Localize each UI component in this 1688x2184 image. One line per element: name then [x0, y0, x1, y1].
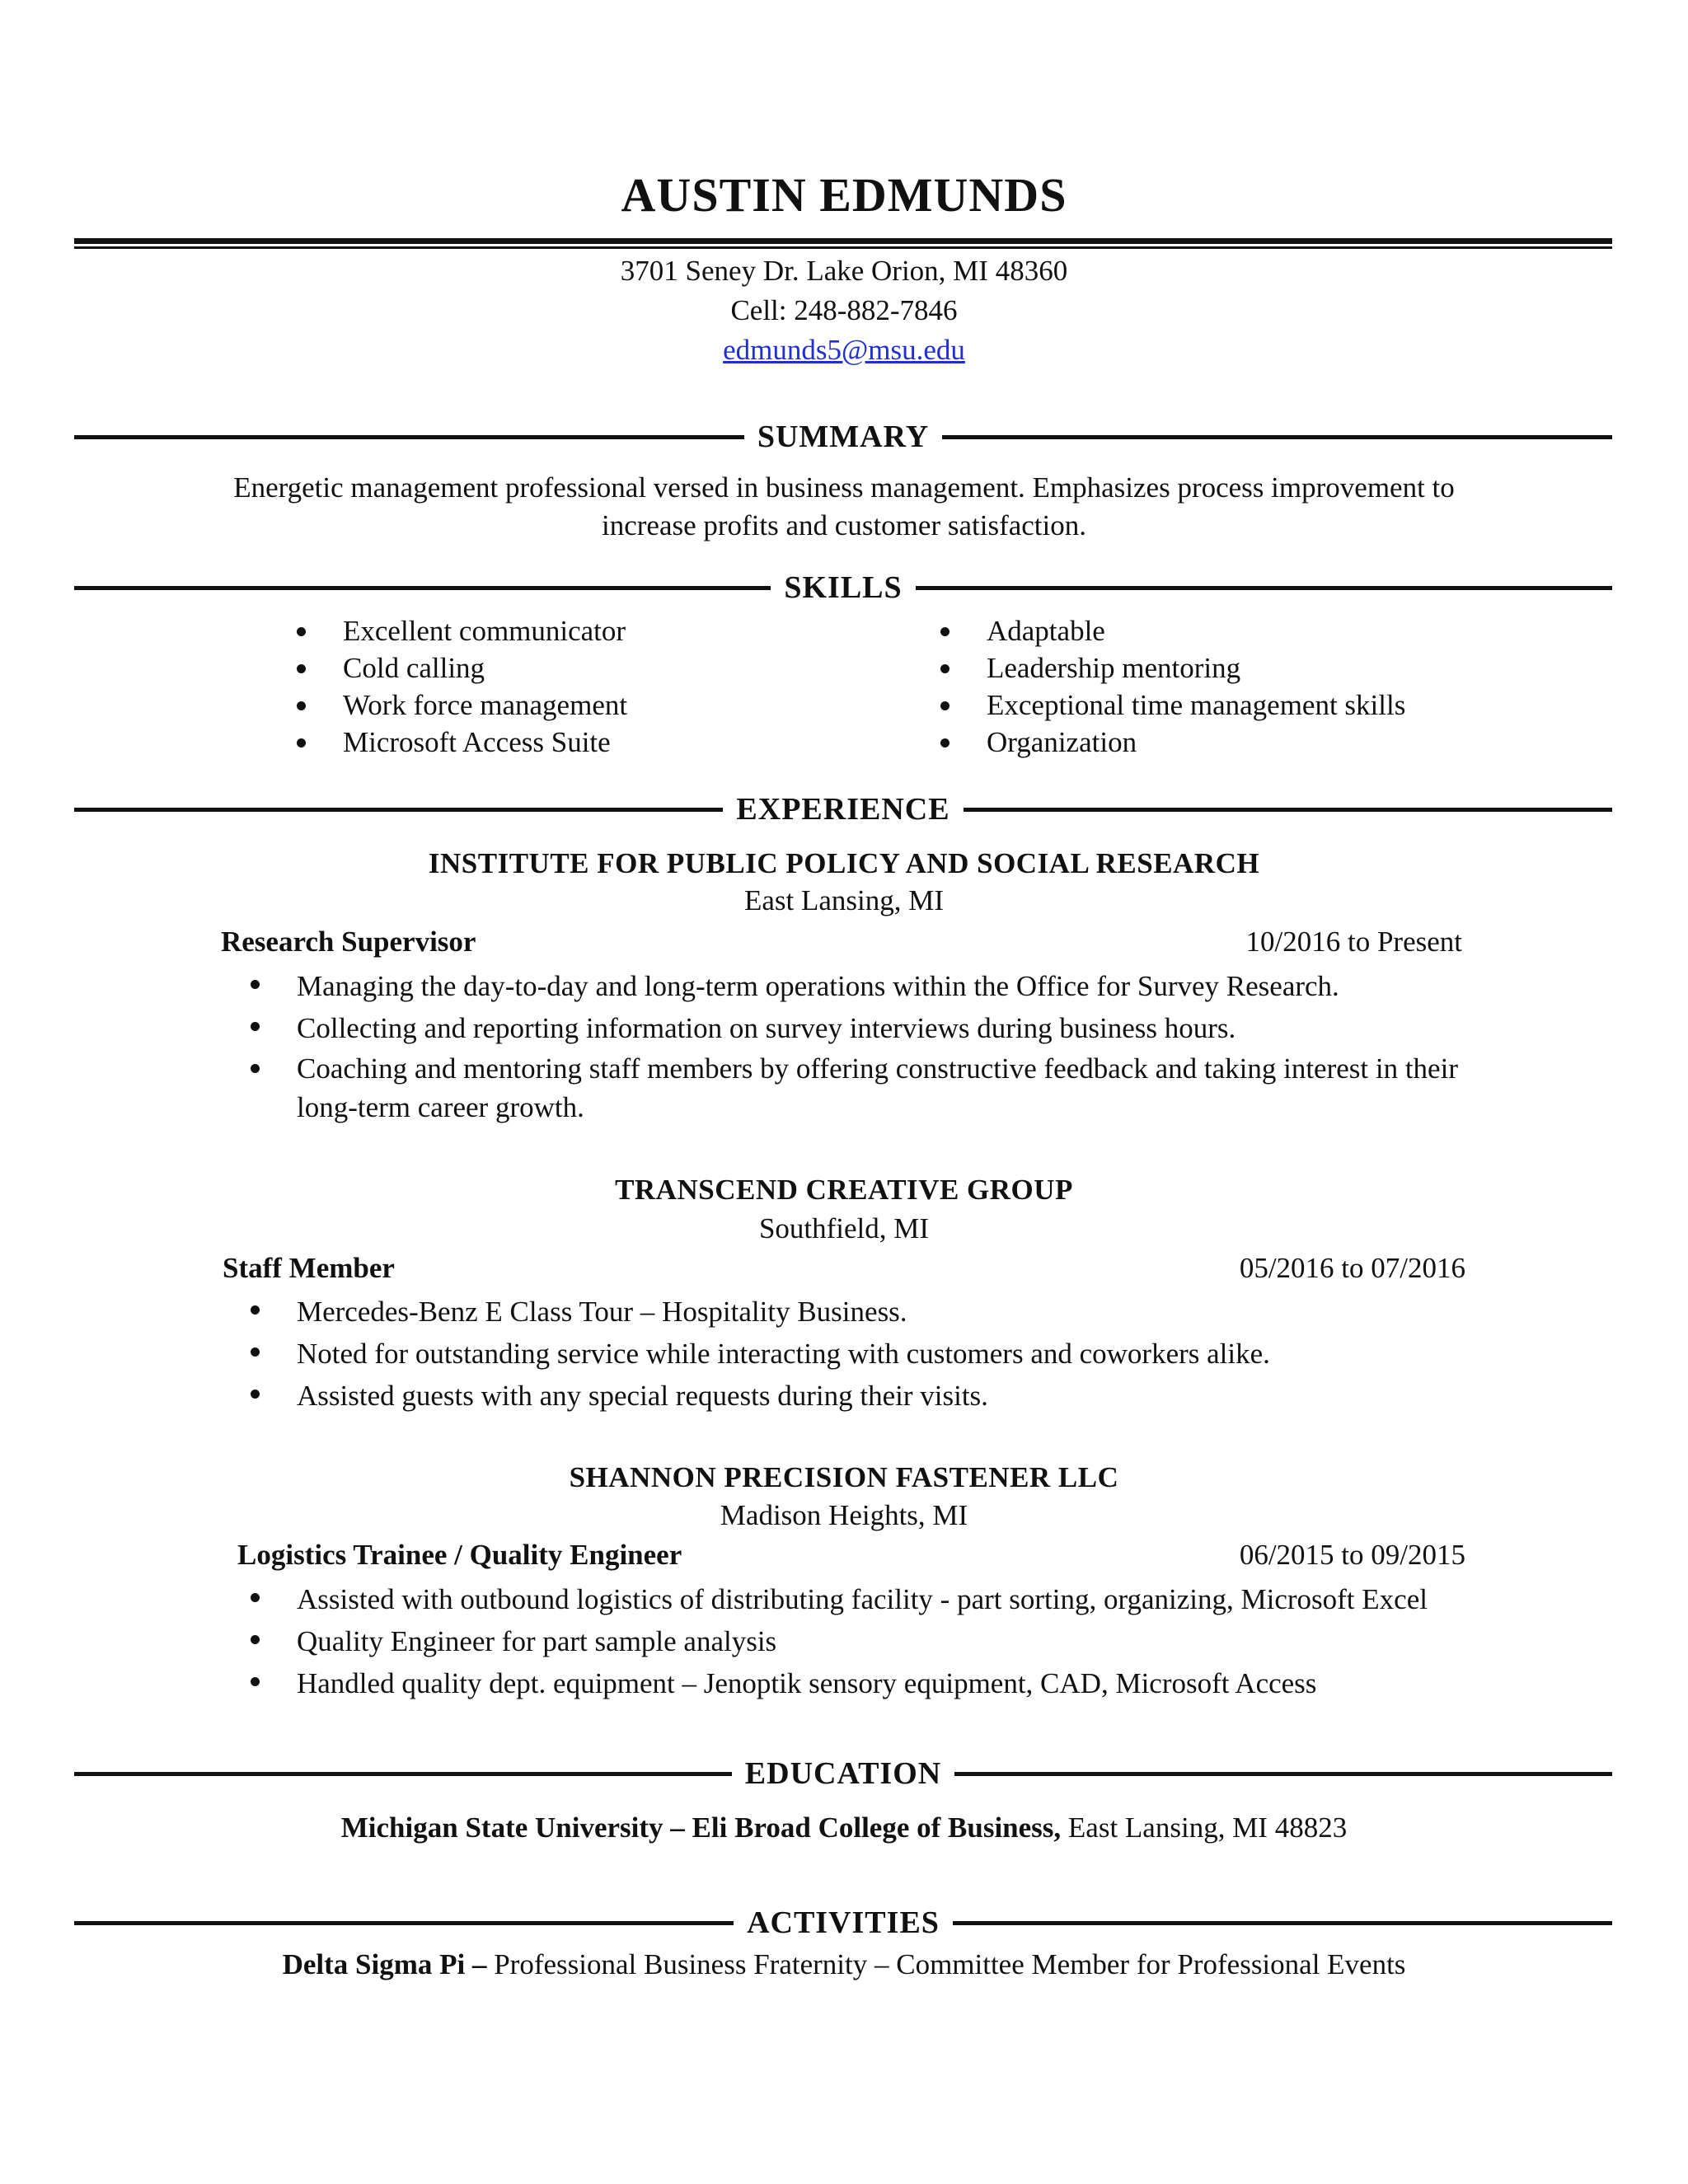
- job-bullets: [246, 1291, 1474, 1417]
- education-title: EDUCATION: [744, 1756, 942, 1791]
- skills-heading: [74, 567, 1612, 608]
- job-bullet: Mercedes-Benz E Class Tour – Hospitality Business.: [246, 1291, 1474, 1333]
- job-dates: 06/2015 to 09/2015: [1239, 1539, 1465, 1571]
- skill-item: Excellent communicator: [292, 612, 627, 649]
- summary-rule-left: [74, 435, 744, 439]
- job-location: Madison Heights, MI: [720, 1499, 968, 1531]
- job-bullet: Quality Engineer for part sample analysis: [246, 1620, 1531, 1662]
- activities-rule-right: [953, 1921, 1612, 1925]
- job-role: Logistics Trainee / Quality Engineer: [237, 1539, 682, 1571]
- summary-heading: [74, 416, 1612, 457]
- job-bullet: Assisted with outbound logistics of distributing facility - part sorting, organizing, Microsoft Excel: [246, 1578, 1531, 1620]
- job-company: SHANNON PRECISION FASTENER LLC: [569, 1461, 1119, 1493]
- job-bullet: Managing the day-to-day and long-term operations within the Office for Survey Research.: [246, 965, 1474, 1007]
- experience-title: EXPERIENCE: [736, 792, 950, 827]
- activities-heading: [74, 1902, 1612, 1943]
- skills-rule-left: [74, 586, 771, 590]
- header-rule-thick: [74, 238, 1612, 244]
- header-rule-thin: [74, 246, 1612, 249]
- skill-item: Leadership mentoring: [935, 649, 1405, 687]
- education-heading: [74, 1753, 1612, 1794]
- activity-detail: Professional Business Fraternity – Committee Member for Professional Events: [494, 1948, 1406, 1980]
- address: 3701 Seney Dr. Lake Orion, MI 48360: [620, 255, 1068, 287]
- activities-line: [0, 1945, 1688, 1984]
- job-company: INSTITUTE FOR PUBLIC POLICY AND SOCIAL RESEARCH: [428, 847, 1260, 879]
- job-location: East Lansing, MI: [743, 884, 945, 916]
- skill-item: Work force management: [292, 687, 627, 724]
- job-role: Research Supervisor: [221, 926, 476, 958]
- education-line: [0, 1808, 1688, 1847]
- skills-title: SKILLS: [784, 570, 903, 605]
- summary-title: SUMMARY: [757, 419, 930, 454]
- activity-org: Delta Sigma Pi –: [282, 1948, 487, 1980]
- experience-rule-right: [964, 808, 1612, 812]
- skills-right-list: [935, 612, 1405, 761]
- skill-item: Adaptable: [935, 612, 1405, 649]
- skills-rule-right: [916, 586, 1612, 590]
- email-link[interactable]: edmunds5@msu.edu: [723, 334, 965, 366]
- summary-rule-right: [942, 435, 1612, 439]
- activities-title: ACTIVITIES: [747, 1905, 940, 1940]
- activities-rule-left: [74, 1921, 734, 1925]
- school-name: Michigan State University – Eli Broad College of Business,: [340, 1811, 1062, 1844]
- job-role: Staff Member: [223, 1252, 395, 1284]
- job-bullet: Coaching and mentoring staff members by offering constructive feedback and taking interest in their long-term career growth.: [246, 1049, 1474, 1127]
- summary-line-2: increase profits and customer satisfaction.: [602, 509, 1086, 541]
- skill-item: Exceptional time management skills: [935, 687, 1405, 724]
- summary-line-1: Energetic management professional versed in business management. Emphasizes process improvement to: [233, 471, 1455, 504]
- skill-item: Cold calling: [292, 649, 627, 687]
- job-location: Southfield, MI: [758, 1212, 930, 1244]
- job-bullet: Collecting and reporting information on survey interviews during business hours.: [246, 1007, 1474, 1049]
- job-bullet: Assisted guests with any special requests during their visits.: [246, 1375, 1474, 1417]
- skill-item: Microsoft Access Suite: [292, 724, 627, 761]
- job-dates: 05/2016 to 07/2016: [1239, 1252, 1465, 1284]
- experience-rule-left: [74, 808, 723, 812]
- job-dates: 10/2016 to Present: [1245, 926, 1462, 958]
- experience-heading: [74, 789, 1612, 830]
- skill-item: Organization: [935, 724, 1405, 761]
- job-bullets: [246, 965, 1474, 1127]
- cell-phone: Cell: 248-882-7846: [730, 294, 958, 326]
- education-rule-right: [954, 1772, 1612, 1776]
- candidate-name: AUSTIN EDMUNDS: [621, 168, 1067, 222]
- school-location: East Lansing, MI 48823: [1067, 1811, 1348, 1844]
- education-rule-left: [74, 1772, 732, 1776]
- job-bullets: [246, 1578, 1531, 1704]
- skills-left-list: [292, 612, 627, 761]
- email-line: [0, 333, 1688, 368]
- job-company: TRANSCEND CREATIVE GROUP: [615, 1174, 1073, 1206]
- job-bullet: Noted for outstanding service while interacting with customers and coworkers alike.: [246, 1333, 1474, 1375]
- job-bullet: Handled quality dept. equipment – Jenoptik sensory equipment, CAD, Microsoft Access: [246, 1662, 1531, 1704]
